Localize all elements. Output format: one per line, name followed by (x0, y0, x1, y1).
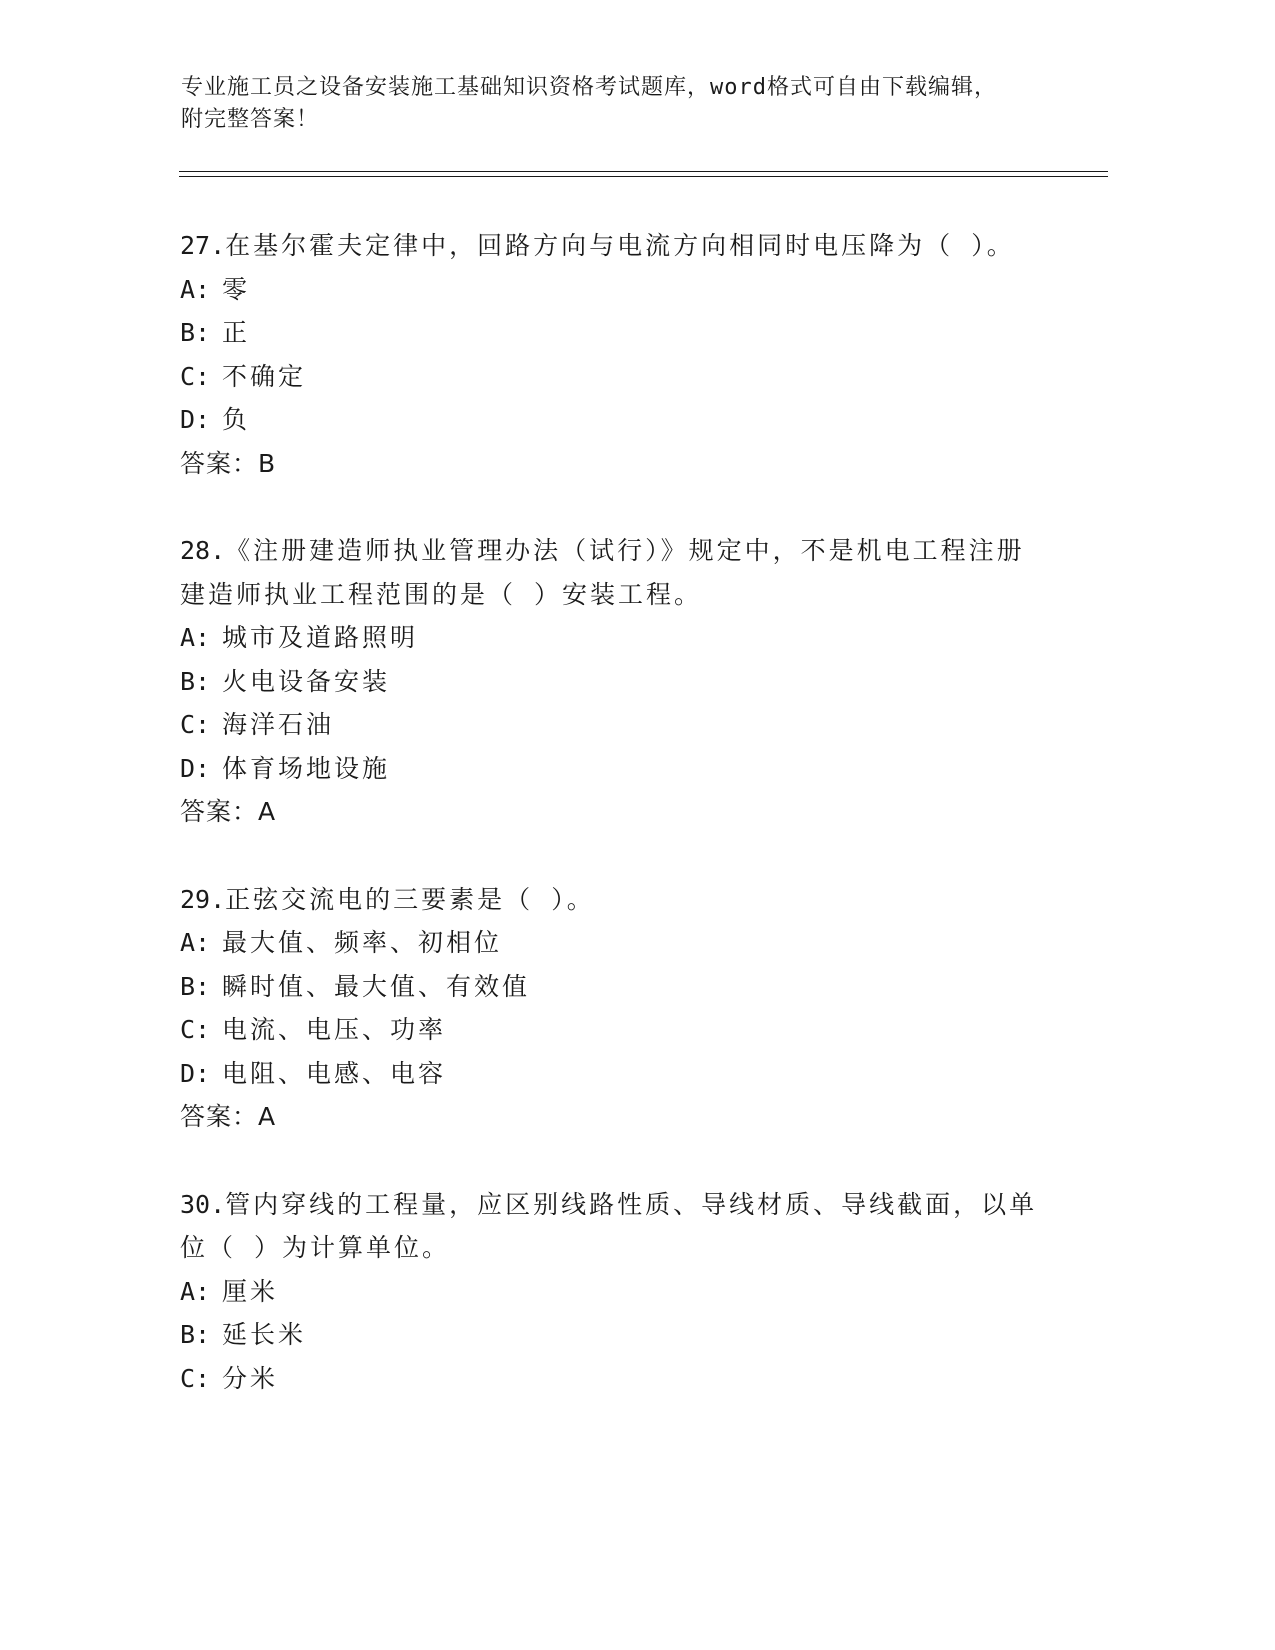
header-line-1: 专业施工员之设备安装施工基础知识资格考试题库，word格式可自由下载编辑， (181, 75, 997, 100)
answer-option (180, 747, 1060, 791)
answer-option (180, 703, 1060, 747)
option-text: 零 (222, 274, 251, 304)
header-divider-bottom (179, 176, 1108, 177)
answer-option (180, 616, 1060, 660)
answer-value: B (258, 448, 276, 478)
question-item (180, 224, 1060, 485)
answer-option (180, 1313, 1060, 1357)
question-number: 28. (180, 536, 226, 565)
answer-value: A (258, 797, 276, 826)
answer-line (180, 442, 1060, 486)
answer-option (180, 1008, 1060, 1052)
option-key: A: (180, 274, 211, 304)
answer-option (180, 921, 1060, 965)
answer-value: A (258, 1102, 276, 1131)
question-list (180, 224, 1060, 1444)
answer-option (180, 965, 1060, 1009)
option-text: 不确定 (222, 361, 307, 391)
option-key: B: (180, 1320, 211, 1349)
answer-option (180, 660, 1060, 704)
option-text: 最大值、频率、初相位 (222, 928, 503, 957)
question-text: 正弦交流电的三要素是（ ）。 (225, 884, 595, 914)
option-key: B: (180, 666, 211, 696)
option-key: A: (180, 623, 211, 652)
answer-option (180, 1357, 1060, 1401)
header-divider-top (179, 171, 1108, 172)
option-key: D: (180, 1058, 211, 1088)
option-key: A: (180, 928, 211, 957)
answer-option (180, 355, 1060, 399)
option-text: 负 (222, 405, 251, 434)
question-stem-line (180, 573, 1060, 617)
option-text: 海洋石油 (222, 710, 335, 739)
option-key: C: (180, 710, 211, 739)
question-item (180, 529, 1060, 834)
question-text: 管内穿线的工程量，应区别线路性质、导线材质、导线截面，以单 (225, 1189, 1038, 1219)
option-text: 厘米 (222, 1276, 279, 1306)
answer-option (180, 268, 1060, 312)
question-stem-line (180, 1183, 1060, 1227)
question-text: 建造师执业工程范围的是（ ）安装工程。 (180, 579, 703, 609)
answer-label: 答案： (180, 1102, 259, 1131)
option-key: D: (180, 753, 211, 783)
option-text: 分米 (222, 1363, 279, 1393)
question-text: 在基尔霍夫定律中，回路方向与电流方向相同时电压降为（ ）。 (225, 231, 1015, 260)
question-item (180, 878, 1060, 1139)
option-key: C: (180, 1363, 211, 1393)
option-key: B: (180, 318, 211, 347)
answer-line (180, 790, 1060, 834)
question-item (180, 1183, 1060, 1401)
option-key: A: (180, 1276, 211, 1306)
question-stem-line (180, 529, 1060, 573)
option-key: B: (180, 971, 211, 1001)
question-stem-line (180, 1226, 1060, 1270)
question-text: 位（ ）为计算单位。 (180, 1233, 451, 1262)
option-text: 正 (222, 318, 251, 347)
answer-option (180, 1270, 1060, 1314)
option-text: 体育场地设施 (222, 753, 391, 783)
option-key: D: (180, 405, 211, 434)
header-line-2: 附完整答案！ (181, 107, 320, 132)
answer-label: 答案： (180, 797, 259, 826)
answer-label: 答案： (180, 448, 259, 478)
answer-option (180, 1052, 1060, 1096)
question-number: 27. (180, 231, 226, 260)
option-key: C: (180, 1015, 211, 1044)
option-text: 瞬时值、最大值、有效值 (222, 971, 531, 1001)
document-header (181, 72, 1081, 136)
option-text: 电阻、电感、电容 (222, 1058, 447, 1088)
question-number: 30. (180, 1189, 226, 1219)
option-text: 电流、电压、功率 (222, 1015, 447, 1044)
question-stem-line (180, 224, 1060, 268)
answer-option (180, 398, 1060, 442)
option-key: C: (180, 361, 211, 391)
answer-option (180, 311, 1060, 355)
option-text: 城市及道路照明 (222, 623, 419, 652)
option-text: 延长米 (222, 1320, 307, 1349)
question-stem-line (180, 878, 1060, 922)
answer-line (180, 1095, 1060, 1139)
option-text: 火电设备安装 (222, 666, 391, 696)
question-text: 《注册建造师执业管理办法（试行）》规定中，不是机电工程注册 (225, 536, 1025, 565)
question-number: 29. (180, 884, 226, 914)
